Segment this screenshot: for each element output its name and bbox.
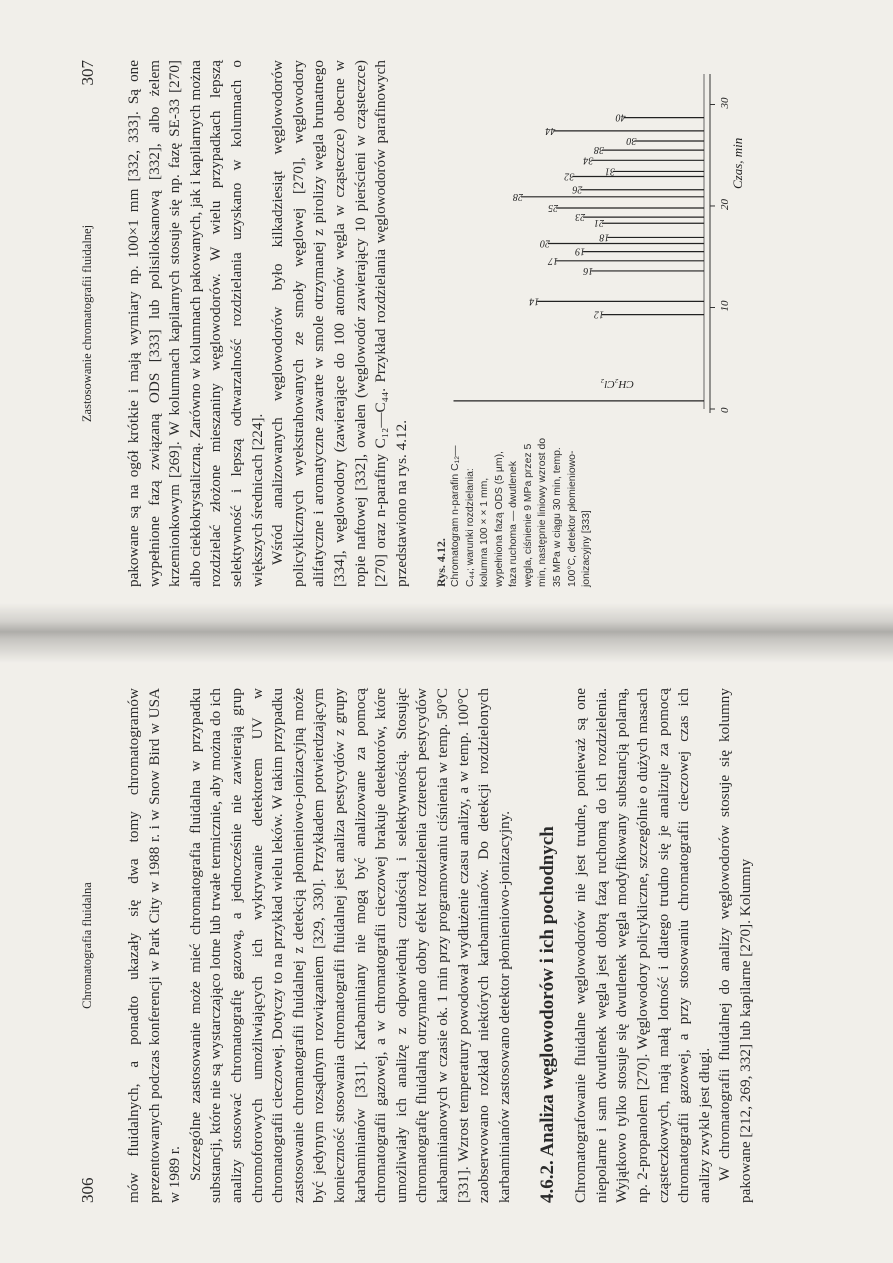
chart-axis-group: [704, 74, 731, 413]
peak-label-32: 32: [564, 170, 575, 182]
left-page: [0, 648, 893, 1263]
peak-label-30: 30: [626, 135, 637, 146]
peak-label-19: 19: [575, 245, 586, 257]
peak-label-17: 17: [548, 254, 559, 266]
peak-label-44: 44: [545, 124, 556, 136]
figure-caption-text: Chromatogram n-parafin C₁₂—C₄₄; warunki rozdzielania: kolumna 100 × × 1 mm, wypełniona fazą ODS (5 µm), faza ruchoma — dwutlenek węgla, ciśnienie 9 MPa przez 5 min, następnie liniowy wzrost do 35 MPa w ciągu 30 min, temp. 100°C, detektor płomieniowo-jonizacyjny [333]: [449, 437, 593, 587]
peak-label-31: 31: [605, 165, 616, 177]
x-tick-label-0: 0: [719, 407, 732, 413]
figure-caption: [434, 437, 595, 587]
x-tick-label-20: 20: [719, 198, 732, 210]
peak-label-12: 12: [594, 308, 605, 320]
left-paragraph-1: mów fluidalnych, a ponadto ukazały się dwa tomy chromatogramów prezentowanych podczas konferencji w Park City w 1988 r. i w Snow Bird w USA w 1989 r.: [125, 688, 184, 1203]
left-running-head: [78, 688, 102, 1203]
peak-label-28: 28: [513, 190, 524, 202]
right-page-number: 307: [78, 60, 97, 86]
right-running-title: Zastosowanie chromatografii fluidalnej: [80, 224, 94, 423]
peak-label-21: 21: [594, 217, 605, 229]
peak-label-18: 18: [599, 231, 610, 243]
section-heading: 4.6.2. Analiza węglowodorów i ich pochodnych: [537, 826, 559, 1203]
peak-label-14: 14: [529, 295, 540, 307]
left-paragraph-3: Chromatografowanie fluidalne węglowodorów nie jest trudne, ponieważ są one niepolarne i sam dwutlenek węgla jest dobrą fazą ruchomą do ich rozdzielenia. Wyjątkowo tylko stosuje się dwutlenek węgla modyfikowany substancją polarną, np. 2-propanolem [270]. Węglowodory policykliczne, szczególnie o dużych masach cząsteczkowych, mają małą lotność i dlatego trudno się je analizuje za pomocą chromatografii gazowej, a przy stosowaniu chromatografii cieczowej czas ich analizy zwykle jest długi.: [572, 688, 713, 1203]
peak-label-40: 40: [615, 111, 626, 123]
chart-x-axis-label: Czas, min: [730, 137, 746, 189]
left-paragraph-4: W chromatografii fluidalnej do analizy węglowodorów stosuje się kolumny pakowane [212, 269, 332] lub kapilarne [270]. Kolumny: [716, 688, 755, 1203]
left-paragraph-2: Szczególne zastosowanie może mieć chromatografia fluidalna w przypadku substancji, które nie są wystarczająco lotne lub trwałe termicznie, aby można do ich analizy stosować chromatografię gazową, a jednocześnie nie zawierają grup chromoforowych umożliwiających ich wykrywanie detektorem UV w chromatografii cieczowej. Dotyczy to na przykład wielu leków. W takim przypadku zastosowanie chromatografii fluidalnej z detekcją płomieniowo-jonizacyjną może być jedynym rozsądnym rozwiązaniem [329, 330]. Przykładem potwierdzającym konieczność stosowania chromatografii fluidalnej jest analiza pestycydów z grupy karbaminianów [331]. Karbaminiany nie mogą być analizowane za pomocą chromatografii gazowej, a w chromatografii cieczowej brakuje detektorów, które umożliwiały ich analizę z odpowiednią czułością i selektywnością. Stosując chromatografię fluidalną otrzymano dobry efekt rozdzielenia czterech pestycydów karbaminianowych w czasie ok. 1 min przy programowaniu ciśnienia w temp. 50°C [331]. Wzrost temperatury powodował wydłużenie czasu analizy, a w temp. 100°C zaobserwowano rozkład niektórych karbaminianów. Do detekcji rozdzielonych karbaminianów zastosowano detektor płomieniowo-jonizacyjny.: [186, 688, 513, 1203]
peak-label-38: 38: [594, 144, 605, 156]
right-page: [0, 0, 893, 623]
right-running-head: [78, 60, 102, 587]
chart-peaks-group: [454, 112, 705, 401]
peak-label-34: 34: [583, 154, 594, 166]
figure-4-12: [428, 60, 748, 587]
peak-label-25: 25: [548, 202, 559, 213]
x-tick-label-30: 30: [719, 97, 732, 109]
figure-caption-label: Rys. 4.12.: [434, 538, 449, 587]
right-paragraph-1: pakowane są na ogół krótkie i mają wymiary np. 100×1 mm [332, 333]. Są one wypełnione fazą związaną ODS [333] lub polisiloksanową [332], albo żelem krzemionkowym [269]. W kolumnach kapilarnych stosuje się np. fazę SE-33 [270] albo ciekłokrystaliczną. Zarówno w kolumnach pakowanych, jak i kapilarnych można rozdzielać złożone mieszaniny węglowodorów. W wielu przypadkach lepszą selektywność i lepszą odtwarzalność rozdzielania uzyskano w kolumnach o większych średnicach [224].: [125, 60, 266, 587]
left-running-title: Chromatografia fluidalna: [80, 882, 94, 1009]
peak-label-23: 23: [575, 211, 586, 223]
solvent-label: CH₂Cl₂: [600, 378, 635, 390]
peak-label-20: 20: [540, 237, 551, 249]
left-page-number: 306: [78, 1177, 97, 1203]
peak-label-16: 16: [583, 264, 594, 276]
x-tick-label-10: 10: [719, 300, 732, 312]
right-paragraph-2: Wśród analizowanych węglowodorów było kilkadziesiąt węglowodorów policyklicznych wyekstrahowanych ze smoły węglowej [270], węglowodory alifatyczne i aromatyczne zawarte w smole otrzymanej z pirolizy węgla brunatnego [334], węglowodory (zawierające do 100 atomów węgla w cząsteczce) obecne w ropie naftowej [332], owalen (węglowodór zawierający 10 pierścieni w cząsteczce) [270] oraz n-parafiny C₁₂—C₄₄. Przykład rozdzielania węglowodorów parafinowych przedstawiono na rys. 4.12.: [269, 60, 410, 587]
peak-label-26: 26: [572, 183, 583, 195]
chromatogram-chart: [428, 64, 748, 419]
